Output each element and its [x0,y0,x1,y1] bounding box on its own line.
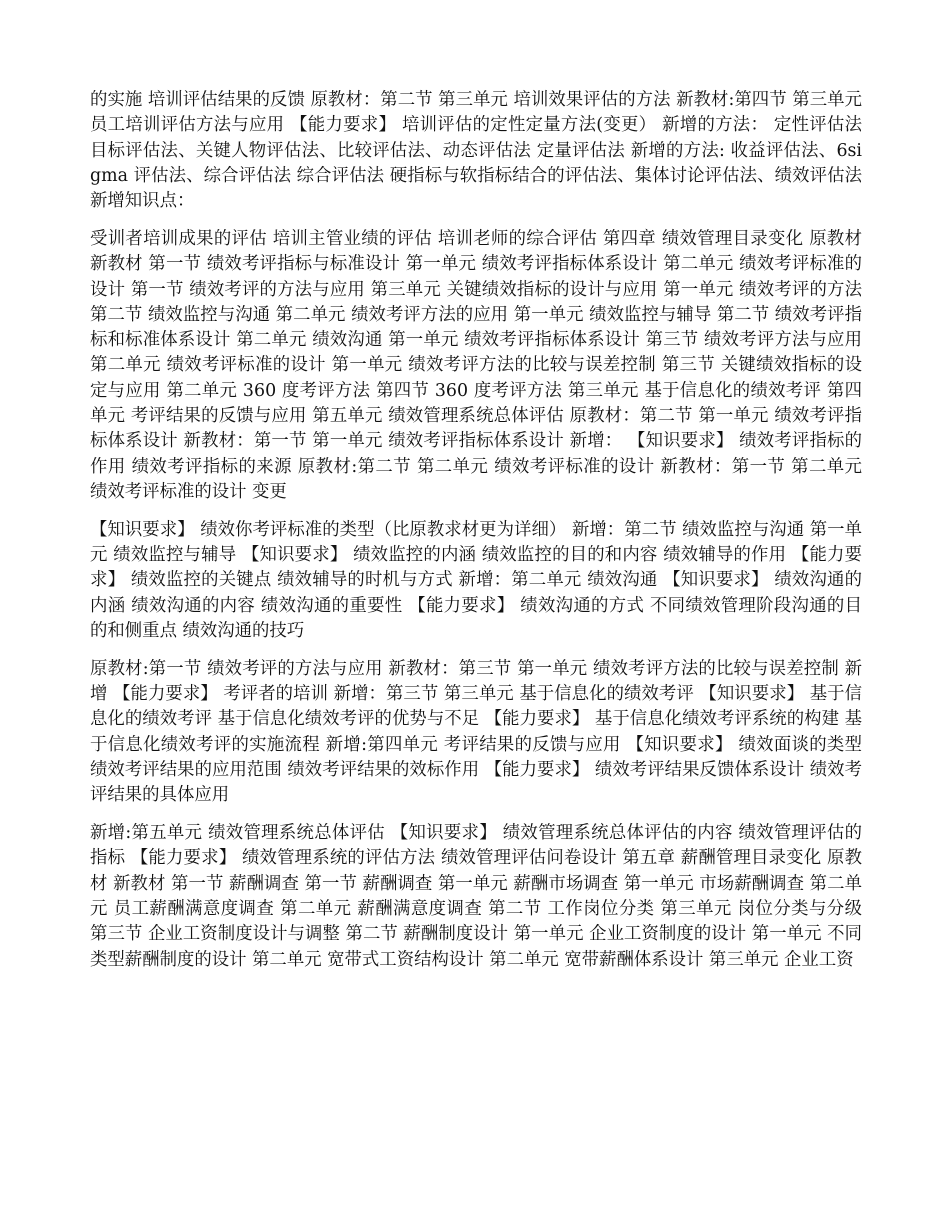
paragraph-3: 【知识要求】 绩效你考评标准的类型（比原教求材更为详细） 新增：第二节 绩效监控与沟通 第一单元 绩效监控与辅导 【知识要求】 绩效监控的内涵 绩效监控的目的和内容 绩效辅导的作用 【能力要求】 绩效监控的关键点 绩效辅导的时机与方式 新增：第二单元 绩效沟通 【知识要求】 绩效沟通的内涵 绩效沟通的内容 绩效沟通的重要性 【能力要求】 绩效沟通的方式 不同绩效管理阶段沟通的目的和侧重点 绩效沟通的技巧 [90,519,862,641]
paragraph-1: 的实施 培训评估结果的反馈 原教材：第二节 第三单元 培训效果评估的方法 新教材:第四节 第三单元 员工培训评估方法与应用 【能力要求】 培训评估的定性定量方法(变更） 新增的方法： 定性评估法 目标评估法、关键人物评估法、比较评估法、动态评估法 定量评估法 新增的方法: 收益评估法、6sigma 评估法、综合评估法 综合评估法 硬指标与软指标结合的评估法、集体讨论评估法、绩效评估法 新增知识点： [90,90,862,212]
paragraph-4: 原教材:第一节 绩效考评的方法与应用 新教材：第三节 第一单元 绩效考评方法的比较与误差控制 新增 【能力要求】 考评者的培训 新增：第三节 第三单元 基于信息化的绩效考评 【知识要求】 基于信息化的绩效考评 基于信息化绩效考评的优势与不足 【能力要求】 基于信息化绩效考评系统的构建 基于信息化绩效考评的实施流程 新增:第四单元 考评结果的反馈与应用 【知识要求】 绩效面谈的类型 绩效考评结果的应用范围 绩效考评结果的效标作用 【能力要求】 绩效考评结果反馈体系设计 绩效考评结果的具体应用 [90,658,862,806]
document-page [90,88,862,985]
paragraph-2: 受训者培训成果的评估 培训主管业绩的评估 培训老师的综合评估 第四章 绩效管理目录变化 原教材 新教材 第一节 绩效考评指标与标准设计 第一单元 绩效考评指标体系设计 第二单元 绩效考评标准的设计 第一节 绩效考评的方法与应用 第三单元 关键绩效指标的设计与应用 第一单元 绩效考评的方法 第二节 绩效监控与沟通 第二单元 绩效考评方法的应用 第一单元 绩效监控与辅导 第二节 绩效考评指标和标准体系设计 第二单元 绩效沟通 第一单元 绩效考评指标体系设计 第三节 绩效考评方法与应用 第二单元 绩效考评标准的设计 第一单元 绩效考评方法的比较与误差控制 第三节 关键绩效指标的设定与应用 第二单元 360 度考评方法 第四节 360 度考评方法 第三单元 基于信息化的绩效考评 第四单元 考评结果的反馈与应用 第五单元 绩效管理系统总体评估 原教材：第二节 第一单元 绩效考评指标体系设计 新教材：第一节 第一单元 绩效考评指标体系设计 新增： 【知识要求】 绩效考评指标的作用 绩效考评指标的来源 原教材:第二节 第二单元 绩效考评标准的设计 新教材：第一节 第二单元 绩效考评标准的设计 变更 [90,228,862,502]
paragraph-5: 新增:第五单元 绩效管理系统总体评估 【知识要求】 绩效管理系统总体评估的内容 绩效管理评估的指标 【能力要求】 绩效管理系统的评估方法 绩效管理评估问卷设计 第五章 薪酬管理目录变化 原教材 新教材 第一节 薪酬调查 第一节 薪酬调查 第一单元 薪酬市场调查 第一单元 市场薪酬调查 第二单元 员工薪酬满意度调查 第二单元 薪酬满意度调查 第二节 工作岗位分类 第三单元 岗位分类与分级 第三节 企业工资制度设计与调整 第二节 薪酬制度设计 第一单元 企业工资制度的设计 第一单元 不同类型薪酬制度的设计 第二单元 宽带式工资结构设计 第二单元 宽带薪酬体系设计 第三单元 企业工资 [90,823,862,970]
